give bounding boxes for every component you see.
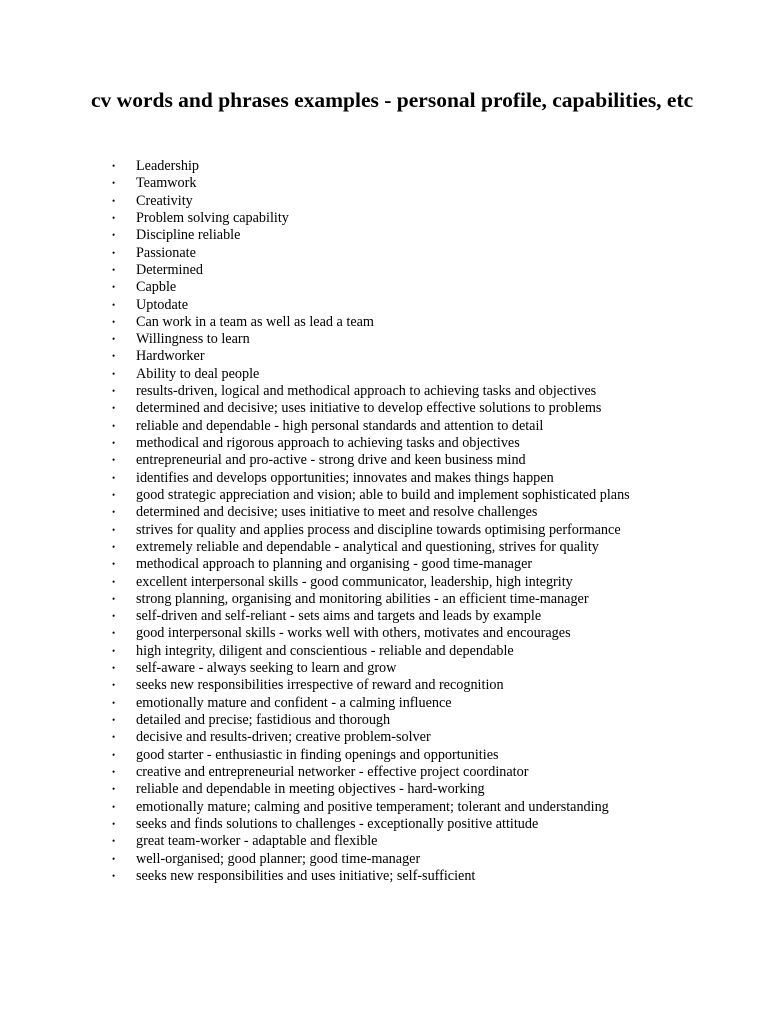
list-item [0,851,768,868]
list-item [0,366,768,383]
list-item [0,868,768,885]
list-item-text: strives for quality and applies process and discipline towards optimising performance [136,521,621,538]
bullet-icon: • [112,663,116,674]
bullet-icon: • [112,628,116,639]
list-item-text: creative and entrepreneurial networker - effective project coordinator [136,763,529,780]
list-item-text: entrepreneurial and pro-active - strong drive and keen business mind [136,452,526,469]
bullet-icon: • [112,247,116,258]
bullet-icon: • [112,766,116,777]
bullet-icon: • [112,576,116,587]
list-item-text: good interpersonal skills - works well with others, motivates and encourages [136,625,571,642]
bullet-icon: • [112,282,116,293]
list-item-text: Willingness to learn [136,331,250,348]
list-item-text: strong planning, organising and monitoring abilities - an efficient time-manager [136,590,589,607]
list-item-text: determined and decisive; uses initiative to meet and resolve challenges [136,504,538,521]
list-item-text: emotionally mature; calming and positive temperament; tolerant and understanding [136,798,609,815]
list-item-text: high integrity, diligent and conscientious - reliable and dependable [136,642,514,659]
list-item [0,625,768,642]
bullet-icon: • [112,749,116,760]
list-item-text: Hardworker [136,348,205,365]
list-item-text: Creativity [136,192,193,209]
bullet-icon: • [112,611,116,622]
bullet-icon: • [112,853,116,864]
bullet-icon: • [112,195,116,206]
list-item-text: Uptodate [136,296,189,313]
list-item-text: great team-worker - adaptable and flexible [136,833,378,850]
bullet-icon: • [112,715,116,725]
list-item [0,262,768,279]
bullet-icon: • [112,697,116,708]
list-item-text: good starter - enthusiastic in finding openings and opportunities [136,746,499,763]
list-item [0,695,768,712]
list-item [0,799,768,816]
list-item [0,660,768,677]
bullet-icon: • [112,870,116,881]
list-item-text: emotionally mature and confident - a calming influence [136,694,452,711]
bullet-icon: • [112,264,116,275]
list-item [0,764,768,781]
bullet-icon: • [112,178,116,189]
list-item [0,383,768,400]
bullet-icon: • [112,386,116,397]
list-item-text: seeks new responsibilities and uses initiative; self-sufficient [136,867,476,884]
list-item [0,245,768,262]
list-item [0,729,768,746]
list-item-text: determined and decisive; uses initiative to develop effective solutions to problems [136,400,602,417]
list-item-text: methodical approach to planning and organising - good time-manager [136,556,533,573]
list-item-text: good strategic appreciation and vision; able to build and implement sophisticated plans [136,486,630,503]
list-item-text: Ability to deal people [136,365,260,382]
list-item [0,487,768,504]
list-item [0,418,768,435]
list-item [0,591,768,608]
list-item [0,314,768,331]
list-item-text: seeks new responsibilities irrespective of reward and recognition [136,677,504,694]
list-item-text: Passionate [136,244,196,261]
list-item-text: detailed and precise; fastidious and thorough [136,712,391,728]
list-item [0,574,768,591]
bullet-icon: • [112,472,116,483]
list-item [0,279,768,296]
bullet-icon: • [112,438,116,448]
list-item [0,833,768,850]
list-item [0,608,768,625]
list-item-text: self-aware - always seeking to learn and grow [136,660,397,677]
list-item-text: Determined [136,261,203,278]
bullet-icon: • [112,818,116,829]
list-item [0,556,768,573]
list-item [0,210,768,227]
list-item [0,470,768,487]
list-item [0,158,768,175]
list-item-text: Discipline reliable [136,227,241,244]
bullet-icon: • [112,645,116,656]
bullet-icon: • [112,489,116,500]
list-item-text: seeks and finds solutions to challenges - exceptionally positive attitude [136,815,539,832]
bullet-icon: • [112,801,116,812]
list-item-text: reliable and dependable - high personal standards and attention to detail [136,417,544,434]
bullet-icon: • [112,836,116,847]
list-item [0,712,768,729]
bullet-list [0,158,768,885]
bullet-icon: • [112,455,116,466]
list-item [0,348,768,365]
bullet-icon: • [112,316,116,327]
list-item [0,816,768,833]
list-item [0,227,768,244]
list-item-text: methodical and rigorous approach to achieving tasks and objectives [136,435,520,451]
list-item [0,297,768,314]
list-item-text: well-organised; good planner; good time-manager [136,850,421,867]
list-item [0,175,768,192]
list-item [0,504,768,521]
list-item-text: extremely reliable and dependable - analytical and questioning, strives for quality [136,538,599,555]
list-item [0,539,768,556]
bullet-icon: • [112,334,116,345]
list-item-text: self-driven and self-reliant - sets aims and targets and leads by example [136,608,542,625]
list-item [0,452,768,469]
bullet-icon: • [112,680,116,691]
list-item [0,781,768,798]
list-item-text: reliable and dependable in meeting objectives - hard-working [136,781,485,798]
list-item-text: Leadership [136,158,200,174]
list-item [0,193,768,210]
list-item-text: Capble [136,279,177,296]
list-item [0,643,768,660]
bullet-icon: • [112,541,116,552]
bullet-icon: • [112,212,116,223]
list-item-text: excellent interpersonal skills - good communicator, leadership, high integrity [136,573,573,590]
list-item [0,747,768,764]
bullet-icon: • [112,368,116,379]
bullet-icon: • [112,299,116,310]
list-item-text: Can work in a team as well as lead a team [136,313,374,330]
bullet-icon: • [112,161,116,171]
document-title: cv words and phrases examples - personal profile, capabilities, etc [91,88,694,112]
bullet-icon: • [112,593,116,604]
list-item-text: results-driven, logical and methodical approach to achieving tasks and objectives [136,383,597,400]
list-item [0,677,768,694]
bullet-icon: • [112,784,116,795]
bullet-icon: • [112,507,116,518]
list-item [0,331,768,348]
bullet-icon: • [112,403,116,414]
list-item-text: Problem solving capability [136,209,289,226]
bullet-icon: • [112,524,116,535]
list-item-text: Teamwork [136,175,197,192]
list-item [0,522,768,539]
bullet-icon: • [112,559,116,570]
list-item-text: identifies and develops opportunities; innovates and makes things happen [136,469,554,486]
list-item [0,435,768,452]
bullet-icon: • [112,351,116,362]
list-item-text: decisive and results-driven; creative problem-solver [136,729,431,746]
bullet-icon: • [112,230,116,241]
bullet-icon: • [112,420,116,431]
bullet-icon: • [112,732,116,743]
list-item [0,400,768,417]
